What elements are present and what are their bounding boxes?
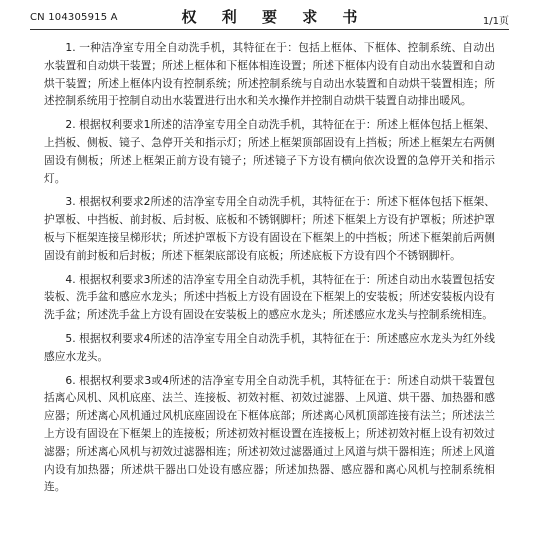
claim-5: 5. 根据权利要求4所述的洁净室专用全自动洗手机，其特征在于：所述感应水龙头为红外线感应水龙头。 xyxy=(44,331,495,363)
claim-3: 3. 根据权利要求2所述的洁净室专用全自动洗手机，其特征在于：所述下框体包括下框架、护罩板、中挡板、前封板、后封板、底板和不锈钢脚杆；所述下框架上方设有护罩板；所述护罩板与下框架连接呈梯形状；所述护罩板下方设有固设在下框架上的中挡板；所述下框架前后两侧固设有前封板和后封板；所述下框架底部设有底板；所述底板下方设有四个不锈钢脚杆。 xyxy=(44,195,495,262)
header-rule xyxy=(30,29,509,30)
claim-6: 6. 根据权利要求3或4所述的洁净室专用全自动洗手机，其特征在于：所述自动烘干装置包括离心风机、风机底座、法兰、连接板、初效衬框、初效过滤器、上风道、烘干器、加热器和感应器；所述离心风机通过风机底座固设在下框体底部；所述离心风机顶部连接有法兰；所述法兰上方设有固设在下框架上的连接板；所述初效衬框设置在连接板上；所述初效衬框上设有初效过滤器；所述离心风机与初效过滤器相连；所述初效过滤器通过上风道与烘干器相连；所述上风道内设有加热器；所述烘干器出口处设有感应器；所述加热器、感应器和离心风机与控制系统相连。 xyxy=(44,373,495,494)
document-title: 权 利 要 求 书 xyxy=(181,8,368,26)
claim-4: 4. 根据权利要求3所述的洁净室专用全自动洗手机，其特征在于：所述自动出水装置包括安装板、洗手盆和感应水龙头；所述中挡板上方设有固设在下框架上的安装板；所述安装板内设有洗手盆；所述洗手盆上方设有固设在安装板上的感应水龙头；所述感应水龙头与控制系统相连。 xyxy=(44,272,495,322)
publication-number: CN 104305915 A xyxy=(30,12,118,23)
page-header xyxy=(30,6,509,28)
page-number: 1/1页 xyxy=(482,16,509,27)
claim-2: 2. 根据权利要求1所述的洁净室专用全自动洗手机，其特征在于：所述上框体包括上框架、上挡板、侧板、镜子、急停开关和指示灯；所述上框架顶部固设有上挡板；所述上框架左右两侧固设有侧板；所述上框架正前方设有镜子；所述镜子下方设有横向依次设置的急停开关和指示灯。 xyxy=(44,118,495,185)
claim-1: 1. 一种洁净室专用全自动洗手机，其特征在于：包括上框体、下框体、控制系统、自动出水装置和自动烘干装置；所述上框体和下框体相连设置；所述下框体内设有自动出水装置和自动烘干装置；所述上框体内设有控制系统；所述控制系统与自动出水装置和自动烘干装置相连；所述控制系统用于控制自动出水装置进行出水和关水操作并控制自动烘干装置自动排出暖风。 xyxy=(44,41,495,108)
claims-list xyxy=(44,39,495,502)
